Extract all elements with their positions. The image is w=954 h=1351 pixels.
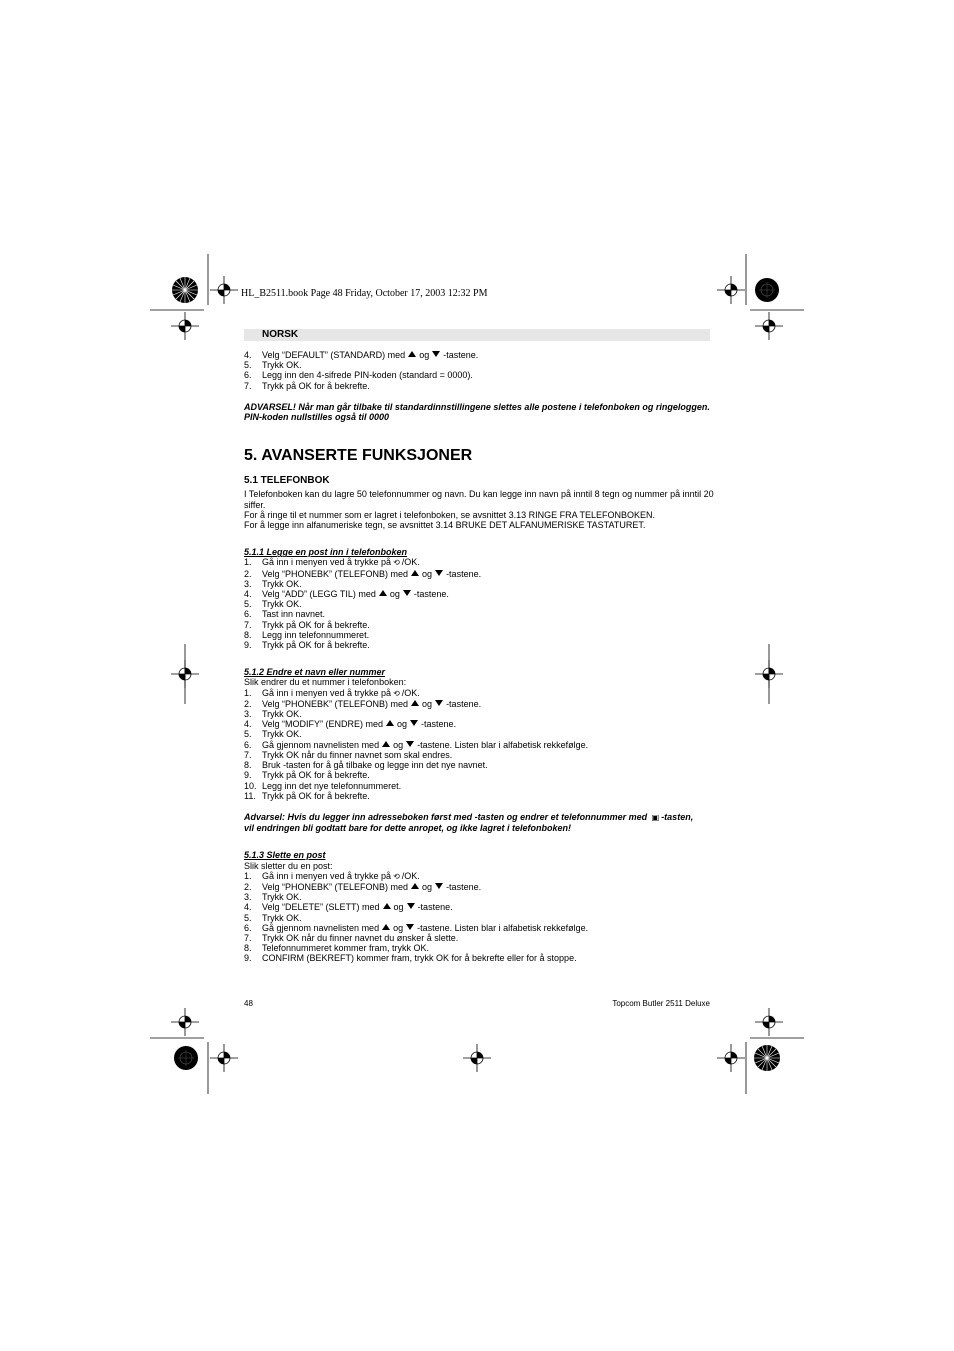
step-number: 3. xyxy=(244,578,252,589)
step-text-part: -tastene. xyxy=(413,589,449,600)
list-item xyxy=(244,599,714,609)
step-number: 6. xyxy=(244,370,252,381)
step-text-part: Trykk på OK for å bekrefte. xyxy=(262,790,370,801)
step-text xyxy=(262,933,714,943)
section-bar xyxy=(244,329,710,341)
step-number: 4. xyxy=(244,719,252,730)
step-text-part: /OK. xyxy=(401,557,420,568)
step-number: 1. xyxy=(244,687,252,698)
step-text-part: Trykk på OK for å bekrefte. xyxy=(262,619,370,630)
step-number: 9. xyxy=(244,953,252,964)
up-arrow-icon xyxy=(411,700,419,706)
chapter-title: 5. AVANSERTE FUNKSJONER xyxy=(244,447,473,465)
down-arrow-icon xyxy=(410,720,418,726)
up-arrow-icon xyxy=(411,883,419,889)
step-number: 6. xyxy=(244,922,252,933)
list-item xyxy=(244,750,714,760)
step-text-part: og xyxy=(393,922,404,933)
step-number: 8. xyxy=(244,629,252,640)
step-text-part: Trykk på OK for å bekrefte. xyxy=(262,770,370,781)
step-text-part: -tastene. xyxy=(446,568,482,579)
step-text xyxy=(262,913,714,923)
page-content xyxy=(244,350,714,964)
subsection-title: 5.1.2 Endre et navn eller nummer xyxy=(244,667,386,678)
step-number: 1. xyxy=(244,557,252,568)
step-text-part: Trykk OK. xyxy=(262,892,302,903)
list-item xyxy=(244,609,714,619)
step-text-part: Trykk OK. xyxy=(262,360,302,371)
step-text xyxy=(262,589,714,599)
list-item xyxy=(244,729,714,739)
warning-reset: ADVARSEL! Når man går tilbake til standardinnstillingene slettes alle postene i telefonboken og ringeloggen. PIN-koden nullstilles også til 0000 xyxy=(244,401,710,423)
step-text xyxy=(262,770,714,780)
step-text-part: og xyxy=(422,698,433,709)
step-number: 9. xyxy=(244,770,252,781)
step-number: 2. xyxy=(244,698,252,709)
step-text xyxy=(262,923,714,933)
menu-key-icon: ⟲ xyxy=(393,688,400,698)
step-text xyxy=(262,381,714,391)
step-text-part: Legg inn telefonnummeret. xyxy=(262,629,370,640)
step-text-part: og xyxy=(397,719,408,730)
menu-key-icon: ⟲ xyxy=(393,558,400,568)
step-number: 1. xyxy=(244,870,252,881)
list-item xyxy=(244,709,714,719)
list-item xyxy=(244,871,714,882)
step-text xyxy=(262,781,714,791)
up-arrow-icon xyxy=(408,351,416,357)
step-number: 5. xyxy=(244,729,252,740)
list-item xyxy=(244,370,714,380)
list-item xyxy=(244,770,714,780)
step-number: 7. xyxy=(244,932,252,943)
step-number: 9. xyxy=(244,640,252,651)
list-item xyxy=(244,933,714,943)
list-item xyxy=(244,719,714,729)
list-item xyxy=(244,882,714,892)
step-text-part: Trykk OK når du finner navnet du ønsker å slette. xyxy=(262,932,459,943)
step-text xyxy=(262,882,714,892)
step-number: 4. xyxy=(244,589,252,600)
product-name: Topcom Butler 2511 Deluxe xyxy=(612,999,710,1008)
step-text xyxy=(262,902,714,912)
down-arrow-icon xyxy=(435,570,443,576)
step-text-part: Trykk OK. xyxy=(262,599,302,610)
step-number: 2. xyxy=(244,568,252,579)
step-text xyxy=(262,688,714,699)
section-paragraph: I Telefonboken kan du lagre 50 telefonnummer og navn. Du kan legge inn navn på inntil 8 tegn og nummer på inntil 20 siffer. xyxy=(244,489,714,510)
page-number: 48 xyxy=(244,999,253,1008)
step-text-part: Gå gjennom navnelisten med xyxy=(262,922,380,933)
subsection-intro: Slik sletter du en post: xyxy=(244,860,333,871)
subsection-intro: Slik endrer du et nummer i telefonboken: xyxy=(244,677,407,688)
steps-list xyxy=(244,557,714,650)
list-item xyxy=(244,953,714,963)
step-text xyxy=(262,640,714,650)
list-item xyxy=(244,791,714,801)
list-item xyxy=(244,699,714,709)
step-text xyxy=(262,609,714,619)
step-number: 3. xyxy=(244,892,252,903)
step-text-part: Trykk på OK for å bekrefte. xyxy=(262,640,370,651)
list-item xyxy=(244,557,714,568)
step-text xyxy=(262,750,714,760)
step-text xyxy=(262,953,714,963)
step-text-part: Velg “PHONEBK” (TELEFONB) med xyxy=(262,698,409,709)
step-number: 8. xyxy=(244,760,252,771)
list-item xyxy=(244,350,714,360)
step-number: 2. xyxy=(244,881,252,892)
menu-key-icon: ⟲ xyxy=(393,871,400,881)
step-text xyxy=(262,791,714,801)
step-number: 7. xyxy=(244,749,252,760)
step-number: 3. xyxy=(244,709,252,720)
up-arrow-icon xyxy=(382,924,390,930)
step-text-part: -tastene. xyxy=(417,902,453,913)
step-number: 6. xyxy=(244,609,252,620)
warning-address-book xyxy=(244,812,714,833)
step-text-part: Velg “DELETE” (SLETT) med xyxy=(262,902,380,913)
step-text-part: og xyxy=(393,902,404,913)
step-text-part: -tastene. xyxy=(446,881,482,892)
subsection-title: 5.1.1 Legge en post inn i telefonboken xyxy=(244,547,408,558)
step-text-part: Trykk på OK for å bekrefte. xyxy=(262,380,370,391)
step-text-part: Gå inn i menyen ved å trykke på xyxy=(262,870,392,881)
warning-text: vil endringen bli godtatt bare for dette anropet, og ikke lagret i telefonboken! xyxy=(244,823,572,834)
step-text-part: -tastene. Listen blar i alfabetisk rekkefølge. xyxy=(417,739,589,750)
section-paragraph: For å legge inn alfanumeriske tegn, se avsnittet 3.14 BRUKE DET ALFANUMERISKE TASTATURET. xyxy=(244,520,646,531)
step-text-part: CONFIRM (BEKREFT) kommer fram, trykk OK for å bekrefte eller for å stoppe. xyxy=(262,953,577,964)
section-title: 5.1 TELEFONBOK xyxy=(244,475,330,487)
up-arrow-icon xyxy=(379,590,387,596)
up-arrow-icon xyxy=(383,903,391,909)
step-number: 5. xyxy=(244,360,252,371)
book-header-line: HL_B2511.book Page 48 Friday, October 17, 2003 12:32 PM xyxy=(241,288,488,299)
list-item xyxy=(244,740,714,750)
step-text xyxy=(262,760,714,770)
step-number: 4. xyxy=(244,350,252,360)
step-text xyxy=(262,360,714,370)
steps-list xyxy=(244,688,714,801)
up-arrow-icon xyxy=(386,720,394,726)
step-text-part: Legg inn det nye telefonnummeret. xyxy=(262,780,402,791)
step-text xyxy=(262,699,714,709)
step-text-part: Bruk -tasten for å gå tilbake og legge inn det nye navnet. xyxy=(262,760,488,771)
step-text xyxy=(262,892,714,902)
step-text xyxy=(262,719,714,729)
down-arrow-icon xyxy=(432,351,440,357)
step-text xyxy=(262,579,714,589)
list-item xyxy=(244,913,714,923)
list-item xyxy=(244,923,714,933)
step-text-part: Velg “ADD” (LEGG TIL) med xyxy=(262,589,376,600)
list-item xyxy=(244,630,714,640)
step-text-part: Tast inn navnet. xyxy=(262,609,326,620)
step-text-part: Telefonnummeret kommer fram, trykk OK. xyxy=(262,943,430,954)
step-text-part: og xyxy=(422,568,433,579)
down-arrow-icon xyxy=(435,883,443,889)
step-text-part: og xyxy=(389,589,400,600)
down-arrow-icon xyxy=(435,700,443,706)
step-text-part: Gå inn i menyen ved å trykke på xyxy=(262,557,392,568)
list-item xyxy=(244,760,714,770)
step-text-part: Gå gjennom navnelisten med xyxy=(262,739,380,750)
list-item xyxy=(244,579,714,589)
step-text xyxy=(262,350,714,360)
list-item xyxy=(244,902,714,912)
step-text-part: Trykk OK. xyxy=(262,912,302,923)
down-arrow-icon xyxy=(407,903,415,909)
step-text-part: -tastene. xyxy=(446,698,482,709)
list-item xyxy=(244,589,714,599)
step-text-part: Trykk OK når du finner navnet som skal endres. xyxy=(262,749,453,760)
step-text-part: -tastene. xyxy=(443,350,479,360)
step-text xyxy=(262,709,714,719)
step-text-part: og xyxy=(422,881,433,892)
step-text xyxy=(262,569,714,579)
intro-steps xyxy=(244,350,714,391)
step-text-part: /OK. xyxy=(401,687,420,698)
step-text-part: Trykk OK. xyxy=(262,729,302,740)
step-number: 6. xyxy=(244,739,252,750)
step-number: 5. xyxy=(244,599,252,610)
step-text-part: Velg “MODIFY” (ENDRE) med xyxy=(262,719,384,730)
step-text-part: Trykk OK. xyxy=(262,578,302,589)
list-item xyxy=(244,640,714,650)
list-item xyxy=(244,781,714,791)
list-item xyxy=(244,360,714,370)
step-text-part: /OK. xyxy=(401,870,420,881)
step-number: 4. xyxy=(244,902,252,913)
step-text xyxy=(262,871,714,882)
list-item xyxy=(244,620,714,630)
down-arrow-icon xyxy=(403,590,411,596)
step-text-part: og xyxy=(419,350,430,360)
step-text-part: Trykk OK. xyxy=(262,709,302,720)
step-text-part: Gå inn i menyen ved å trykke på xyxy=(262,687,392,698)
step-text-part: -tastene. Listen blar i alfabetisk rekkefølge. xyxy=(417,922,589,933)
step-text xyxy=(262,729,714,739)
list-item xyxy=(244,381,714,391)
section-label: NORSK xyxy=(262,329,299,340)
up-arrow-icon xyxy=(411,570,419,576)
warning-text: -tasten, xyxy=(661,811,694,822)
step-text xyxy=(262,557,714,568)
list-item xyxy=(244,569,714,579)
step-text xyxy=(262,370,714,380)
down-arrow-icon xyxy=(406,924,414,930)
section-paragraph: For å ringe til et nummer som er lagret i telefonboken, se avsnittet 3.13 RINGE FRA TELEFONBOKEN. xyxy=(244,509,655,520)
step-number: 11. xyxy=(244,790,256,801)
step-text-part: -tastene. xyxy=(421,719,457,730)
step-text xyxy=(262,630,714,640)
up-arrow-icon xyxy=(382,741,390,747)
list-item xyxy=(244,892,714,902)
step-number: 10. xyxy=(244,780,257,791)
phonebook-icon: ▣ xyxy=(651,812,660,822)
step-text xyxy=(262,943,714,953)
step-text xyxy=(262,620,714,630)
steps-list xyxy=(244,871,714,964)
list-item xyxy=(244,943,714,953)
subsection-title: 5.1.3 Slette en post xyxy=(244,850,326,861)
step-text-part: Velg “DEFAULT” (STANDARD) med xyxy=(262,350,406,360)
step-text xyxy=(262,599,714,609)
warning-text: Advarsel: Hvis du legger inn adresseboken først med -tasten og endrer et telefonnummer med xyxy=(244,811,648,822)
step-number: 8. xyxy=(244,943,252,954)
step-text-part: Velg “PHONEBK” (TELEFONB) med xyxy=(262,881,409,892)
step-text-part: Velg “PHONEBK” (TELEFONB) med xyxy=(262,568,409,579)
step-number: 7. xyxy=(244,380,252,391)
step-number: 5. xyxy=(244,912,252,923)
step-text-part: Legg inn den 4-sifrede PIN-koden (standard = 0000). xyxy=(262,370,473,381)
step-text xyxy=(262,740,714,750)
step-number: 7. xyxy=(244,619,252,630)
step-text-part: og xyxy=(393,739,404,750)
down-arrow-icon xyxy=(406,741,414,747)
list-item xyxy=(244,688,714,699)
